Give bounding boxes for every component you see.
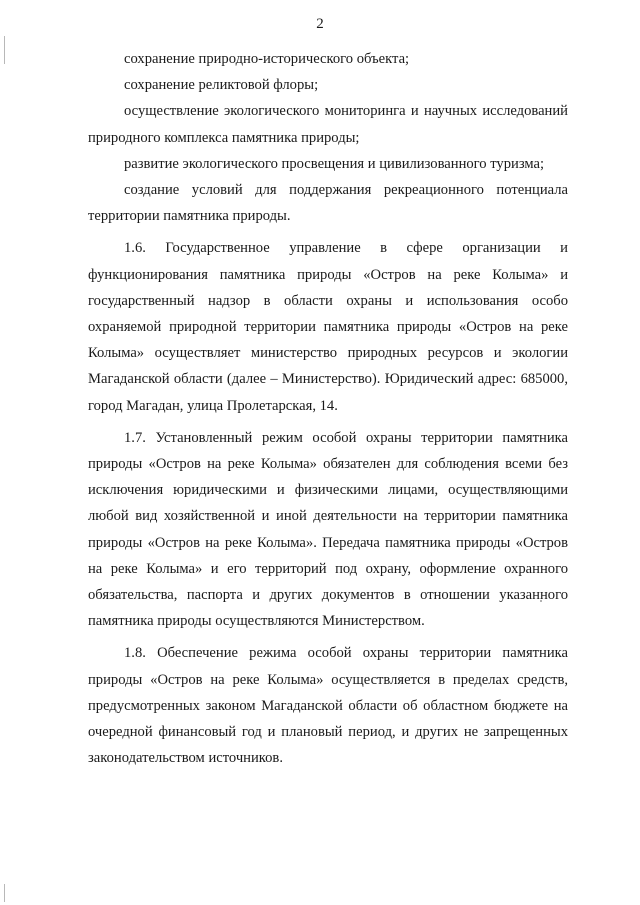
list-item: сохранение реликтовой флоры; (124, 77, 319, 94)
scan-edge-mark (4, 884, 5, 902)
list-item: сохранение природно-исторического объекта; (124, 51, 410, 67)
scan-edge-mark (4, 36, 5, 64)
section-1-7-paragraph: 1.7. Установленный режим особой охраны территории памятника природы «Остров на реке Колыма» обязателен для соблюдения всеми без исключения юридическими и физическими лицами, осуществляющими любой вид хозяйственной и иной деятельности на территории памятника природы «Остров на реке Колыма». Передача памятника природы «Остров на реке Колыма» и его территорий под охрану, оформление охранного обязательства, паспорта и других документов в отношении указанного памятника природы осуществляются Министерством. (88, 429, 568, 630)
section-1-6-paragraph: 1.6. Государственное управление в сфере организации и функционирования памятника природы «Остров на реке Колыма» и государственный надзор в области охраны и использования особо охраняемой природной территории памятника природы «Остров на реке Колыма» осуществляет министерство природных ресурсов и экологии Магаданской области (далее – Министерство). Юридический адрес: 685000, город Магадан, улица Пролетарская, 14. (88, 240, 568, 414)
list-item: развитие экологического просвещения и цивилизованного туризма; (124, 155, 545, 172)
document-body (88, 46, 568, 771)
list-item: создание условий для поддержания рекреационного потенциала территории памятника природы. (88, 182, 568, 225)
page-number: 2 (316, 16, 324, 32)
list-item: осуществление экологического мониторинга и научных исследований природного комплекса памятника природы; (88, 103, 568, 146)
section-1-8-paragraph: 1.8. Обеспечение режима особой охраны территории памятника природы «Остров на реке Колыма» осуществляется в пределах средств, предусмотренных законом Магаданской области об областном бюджете на очередной финансовый год и плановый период, и других не запрещенных законодательством источников. (88, 645, 568, 767)
